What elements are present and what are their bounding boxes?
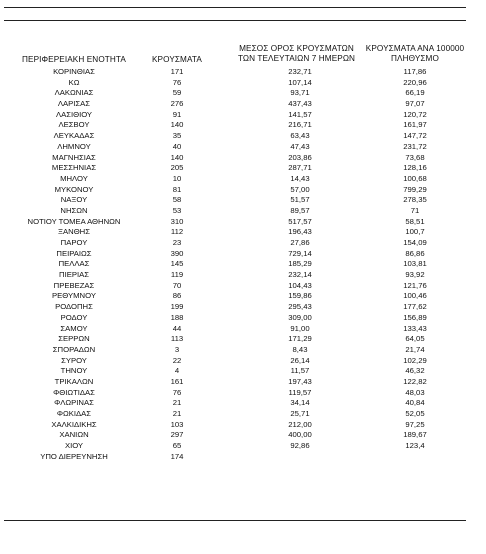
table-row <box>0 334 486 345</box>
per-100k-cell: 103,81 <box>403 259 427 269</box>
avg-7-days-cell: 287,71 <box>288 163 312 173</box>
cases-cell: 53 <box>172 205 182 215</box>
table-row <box>0 67 486 78</box>
header-per-line1: ΚΡΟΥΣΜΑΤΑ ΑΝΑ 100000 <box>365 44 465 53</box>
cases-cell: 58 <box>172 195 182 205</box>
per-100k-cell: 86,86 <box>405 248 425 258</box>
table-row <box>0 281 486 292</box>
per-100k-cell: 102,29 <box>403 355 427 365</box>
per-100k-cell: 52,05 <box>405 409 425 418</box>
per-100k-cell: 133,43 <box>403 323 427 333</box>
region-cell: ΦΩΚΙΔΑΣ <box>56 409 92 418</box>
region-cell: ΛΗΜΝΟΥ <box>57 141 91 151</box>
cases-cell: 10 <box>172 173 182 183</box>
cases-cell: 91 <box>172 109 182 119</box>
avg-7-days-cell: 63,43 <box>290 131 310 141</box>
region-cell: ΠΡΕΒΕΖΑΣ <box>53 280 95 290</box>
per-100k-cell: 64,05 <box>405 334 425 344</box>
table-row <box>0 131 486 142</box>
per-100k-cell: 73,68 <box>405 152 425 162</box>
avg-7-days-cell: 92,86 <box>290 441 310 451</box>
cases-cell: 390 <box>170 248 184 258</box>
cases-cell: 188 <box>170 312 184 322</box>
table-row <box>0 398 486 409</box>
avg-7-days-cell: 27,86 <box>290 238 310 247</box>
avg-7-days-cell: 196,43 <box>288 227 312 237</box>
avg-7-days-cell: 89,57 <box>290 205 310 215</box>
per-100k-cell: 100,68 <box>403 173 427 183</box>
cases-cell: 145 <box>170 259 184 269</box>
avg-7-days-cell: 517,57 <box>288 216 312 226</box>
cases-cell: 205 <box>170 163 184 173</box>
cases-cell: 40 <box>172 141 182 151</box>
per-100k-cell: 97,07 <box>405 99 425 109</box>
per-100k-cell: 21,74 <box>405 344 425 354</box>
table-row <box>0 452 486 463</box>
region-cell: ΞΑΝΘΗΣ <box>58 227 90 237</box>
per-100k-cell: 120,72 <box>403 109 427 119</box>
avg-7-days-cell: 216,71 <box>288 120 312 130</box>
region-cell: ΠΕΙΡΑΙΩΣ <box>56 248 92 258</box>
region-cell: ΛΑΚΩΝΙΑΣ <box>54 88 94 98</box>
cases-cell: 140 <box>170 120 184 130</box>
table-row <box>0 366 486 377</box>
region-cell: ΤΡΙΚΑΛΩΝ <box>54 376 94 386</box>
avg-7-days-cell: 11,57 <box>290 366 310 376</box>
table-row <box>0 88 486 99</box>
header-top-rule <box>4 20 466 21</box>
avg-7-days-cell: 232,71 <box>288 67 312 76</box>
cases-cell: 65 <box>172 441 182 451</box>
per-100k-cell: 147,72 <box>403 131 427 141</box>
region-cell: ΡΕΘΥΜΝΟΥ <box>52 291 96 301</box>
per-100k-cell: 93,92 <box>405 270 425 280</box>
per-100k-cell: 161,97 <box>403 120 427 130</box>
avg-7-days-cell: 26,14 <box>290 355 310 365</box>
region-cell: ΝΟΤΙΟΥ ΤΟΜΕΑ ΑΘΗΝΩΝ <box>27 216 121 226</box>
table-row <box>0 388 486 399</box>
cases-cell: 76 <box>172 387 182 397</box>
region-cell: ΧΑΛΚΙΔΙΚΗΣ <box>51 419 97 429</box>
cases-cell: 22 <box>172 355 182 365</box>
table-row <box>0 249 486 260</box>
per-100k-cell: 48,03 <box>405 387 425 397</box>
per-100k-cell: 220,96 <box>403 77 427 87</box>
table-row <box>0 270 486 281</box>
region-cell: ΠΕΛΛΑΣ <box>58 259 90 269</box>
table-row <box>0 345 486 356</box>
table-row <box>0 377 486 388</box>
cases-cell: 276 <box>170 99 184 109</box>
table-row <box>0 291 486 302</box>
avg-7-days-cell: 400,00 <box>288 430 312 440</box>
table-row <box>0 174 486 185</box>
region-cell: ΠΑΡΟΥ <box>60 238 88 247</box>
cases-cell: 161 <box>170 376 184 386</box>
per-100k-cell: 122,82 <box>403 376 427 386</box>
cases-cell: 81 <box>172 184 182 194</box>
avg-7-days-cell: 437,43 <box>288 99 312 109</box>
header-per-line2: ΠΛΗΘΥΣΜΟ <box>391 54 439 63</box>
cases-cell: 86 <box>172 291 182 301</box>
table-row <box>0 142 486 153</box>
avg-7-days-cell: 8,43 <box>292 344 308 354</box>
bottom-rule <box>4 520 466 521</box>
per-100k-cell: 189,67 <box>403 430 427 440</box>
region-cell: ΝΑΞΟΥ <box>60 195 88 205</box>
per-100k-cell: 799,29 <box>403 184 427 194</box>
cases-cell: 140 <box>170 152 184 162</box>
table-row <box>0 185 486 196</box>
per-100k-cell: 46,32 <box>405 366 425 376</box>
region-cell: ΜΥΚΟΝΟΥ <box>54 184 94 194</box>
table-row <box>0 163 486 174</box>
region-cell: ΝΗΣΩΝ <box>60 205 88 215</box>
avg-7-days-cell: 14,43 <box>290 173 310 183</box>
region-cell: ΣΠΟΡΑΔΩΝ <box>52 344 96 354</box>
cases-cell: 4 <box>174 366 180 376</box>
table-row <box>0 217 486 228</box>
per-100k-cell: 177,62 <box>403 302 427 312</box>
table-row <box>0 227 486 238</box>
cases-cell: 119 <box>170 270 184 280</box>
per-100k-cell: 121,76 <box>403 280 427 290</box>
avg-7-days-cell: 34,14 <box>290 398 310 408</box>
cases-cell: 70 <box>172 280 182 290</box>
region-cell: ΧΙΟΥ <box>64 441 84 451</box>
cases-cell: 113 <box>170 334 184 344</box>
region-cell: ΡΟΔΟΥ <box>60 312 88 322</box>
region-cell: ΣΥΡΟΥ <box>61 355 87 365</box>
table-row <box>0 206 486 217</box>
per-100k-cell: 97,25 <box>405 419 425 429</box>
cases-cell: 297 <box>170 430 184 440</box>
region-cell: ΛΕΣΒΟΥ <box>58 120 90 130</box>
per-100k-cell: 58,51 <box>405 216 425 226</box>
region-cell: ΣΑΜΟΥ <box>60 323 88 333</box>
table-row <box>0 78 486 89</box>
cases-cell: 112 <box>170 227 184 237</box>
per-100k-cell: 123,4 <box>405 441 425 451</box>
region-cell: ΚΩ <box>68 77 80 87</box>
cases-cell: 171 <box>170 67 184 76</box>
per-100k-cell: 156,89 <box>403 312 427 322</box>
table-row <box>0 430 486 441</box>
per-100k-cell: 100,7 <box>405 227 425 237</box>
table-row <box>0 120 486 131</box>
region-cell: ΧΑΝΙΩΝ <box>59 430 89 440</box>
table-row <box>0 153 486 164</box>
avg-7-days-cell: 25,71 <box>290 409 310 418</box>
header-cases: ΚΡΟΥΣΜΑΤΑ <box>152 55 202 64</box>
avg-7-days-cell: 212,00 <box>288 419 312 429</box>
header-per-100k <box>360 44 470 64</box>
region-cell: ΚΟΡΙΝΘΙΑΣ <box>53 67 95 76</box>
avg-7-days-cell: 159,86 <box>288 291 312 301</box>
region-cell: ΥΠΟ ΔΙΕΡΕΥΝΗΣΗ <box>40 451 108 461</box>
cases-cell: 199 <box>170 302 184 312</box>
cases-cell: 103 <box>170 419 184 429</box>
header-avg-line2: ΤΩΝ ΤΕΛΕΥΤΑΙΩΝ 7 ΗΜΕΡΩΝ <box>237 54 356 63</box>
avg-7-days-cell: 203,86 <box>288 152 312 162</box>
table-row <box>0 259 486 270</box>
table-row <box>0 238 486 249</box>
avg-7-days-cell: 185,29 <box>288 259 312 269</box>
table-row <box>0 110 486 121</box>
avg-7-days-cell: 47,43 <box>290 141 310 151</box>
cases-cell: 310 <box>170 216 184 226</box>
cases-cell: 174 <box>170 451 184 461</box>
region-cell: ΣΕΡΡΩΝ <box>58 334 90 344</box>
per-100k-cell: 117,86 <box>403 67 427 76</box>
per-100k-cell: 66,19 <box>405 88 425 98</box>
avg-7-days-cell: 107,14 <box>288 77 312 87</box>
data-table-body <box>0 67 486 462</box>
avg-7-days-cell: 171,29 <box>288 334 312 344</box>
region-cell: ΛΑΣΙΘΙΟΥ <box>55 109 93 119</box>
avg-7-days-cell: 91,00 <box>290 323 310 333</box>
avg-7-days-cell: 51,57 <box>290 195 310 205</box>
region-cell: ΠΙΕΡΙΑΣ <box>59 270 89 280</box>
avg-7-days-cell: 119,57 <box>288 387 312 397</box>
region-cell: ΡΟΔΟΠΗΣ <box>55 302 93 312</box>
header-avg-line1: ΜΕΣΟΣ ΟΡΟΣ ΚΡΟΥΣΜΑΤΩΝ <box>239 44 354 53</box>
table-row <box>0 313 486 324</box>
cases-cell: 76 <box>172 77 182 87</box>
per-100k-cell: 71 <box>410 205 420 215</box>
cases-cell: 21 <box>172 409 182 418</box>
region-cell: ΛΑΡΙΣΑΣ <box>57 99 91 109</box>
cases-cell: 35 <box>172 131 182 141</box>
avg-7-days-cell: 295,43 <box>288 302 312 312</box>
table-row <box>0 441 486 452</box>
avg-7-days-cell: 197,43 <box>288 376 312 386</box>
per-100k-cell: 278,35 <box>403 195 427 205</box>
table-row <box>0 195 486 206</box>
per-100k-cell: 154,09 <box>403 238 427 247</box>
region-cell: ΜΕΣΣΗΝΙΑΣ <box>51 163 97 173</box>
region-cell: ΦΛΩΡΙΝΑΣ <box>54 398 94 408</box>
table-row <box>0 99 486 110</box>
avg-7-days-cell: 232,14 <box>288 270 312 280</box>
region-cell: ΤΗΝΟΥ <box>60 366 88 376</box>
table-row <box>0 302 486 313</box>
per-100k-cell: 100,46 <box>403 291 427 301</box>
table-row <box>0 324 486 335</box>
table-row <box>0 356 486 367</box>
table-row <box>0 409 486 420</box>
avg-7-days-cell: 141,57 <box>288 109 312 119</box>
per-100k-cell: 128,16 <box>403 163 427 173</box>
avg-7-days-cell: 729,14 <box>288 248 312 258</box>
header-region: ΠΕΡΙΦΕΡΕΙΑΚΗ ΕΝΟΤΗΤΑ <box>22 55 126 64</box>
avg-7-days-cell: 104,43 <box>288 280 312 290</box>
region-cell: ΦΘΙΩΤΙΔΑΣ <box>53 387 95 397</box>
avg-7-days-cell: 57,00 <box>290 184 310 194</box>
per-100k-cell: 231,72 <box>403 141 427 151</box>
cases-cell: 23 <box>172 238 182 247</box>
top-rule <box>4 7 466 8</box>
avg-7-days-cell: 93,71 <box>290 88 310 98</box>
table-row <box>0 420 486 431</box>
avg-7-days-cell: 309,00 <box>288 312 312 322</box>
cases-cell: 44 <box>172 323 182 333</box>
cases-cell: 3 <box>174 344 180 354</box>
region-cell: ΛΕΥΚΑΔΑΣ <box>53 131 95 141</box>
per-100k-cell: 40,84 <box>405 398 425 408</box>
cases-cell: 59 <box>172 88 182 98</box>
region-cell: ΜΗΛΟΥ <box>60 173 88 183</box>
header-avg-7-days <box>234 44 359 64</box>
cases-cell: 21 <box>172 398 182 408</box>
region-cell: ΜΑΓΝΗΣΙΑΣ <box>52 152 96 162</box>
